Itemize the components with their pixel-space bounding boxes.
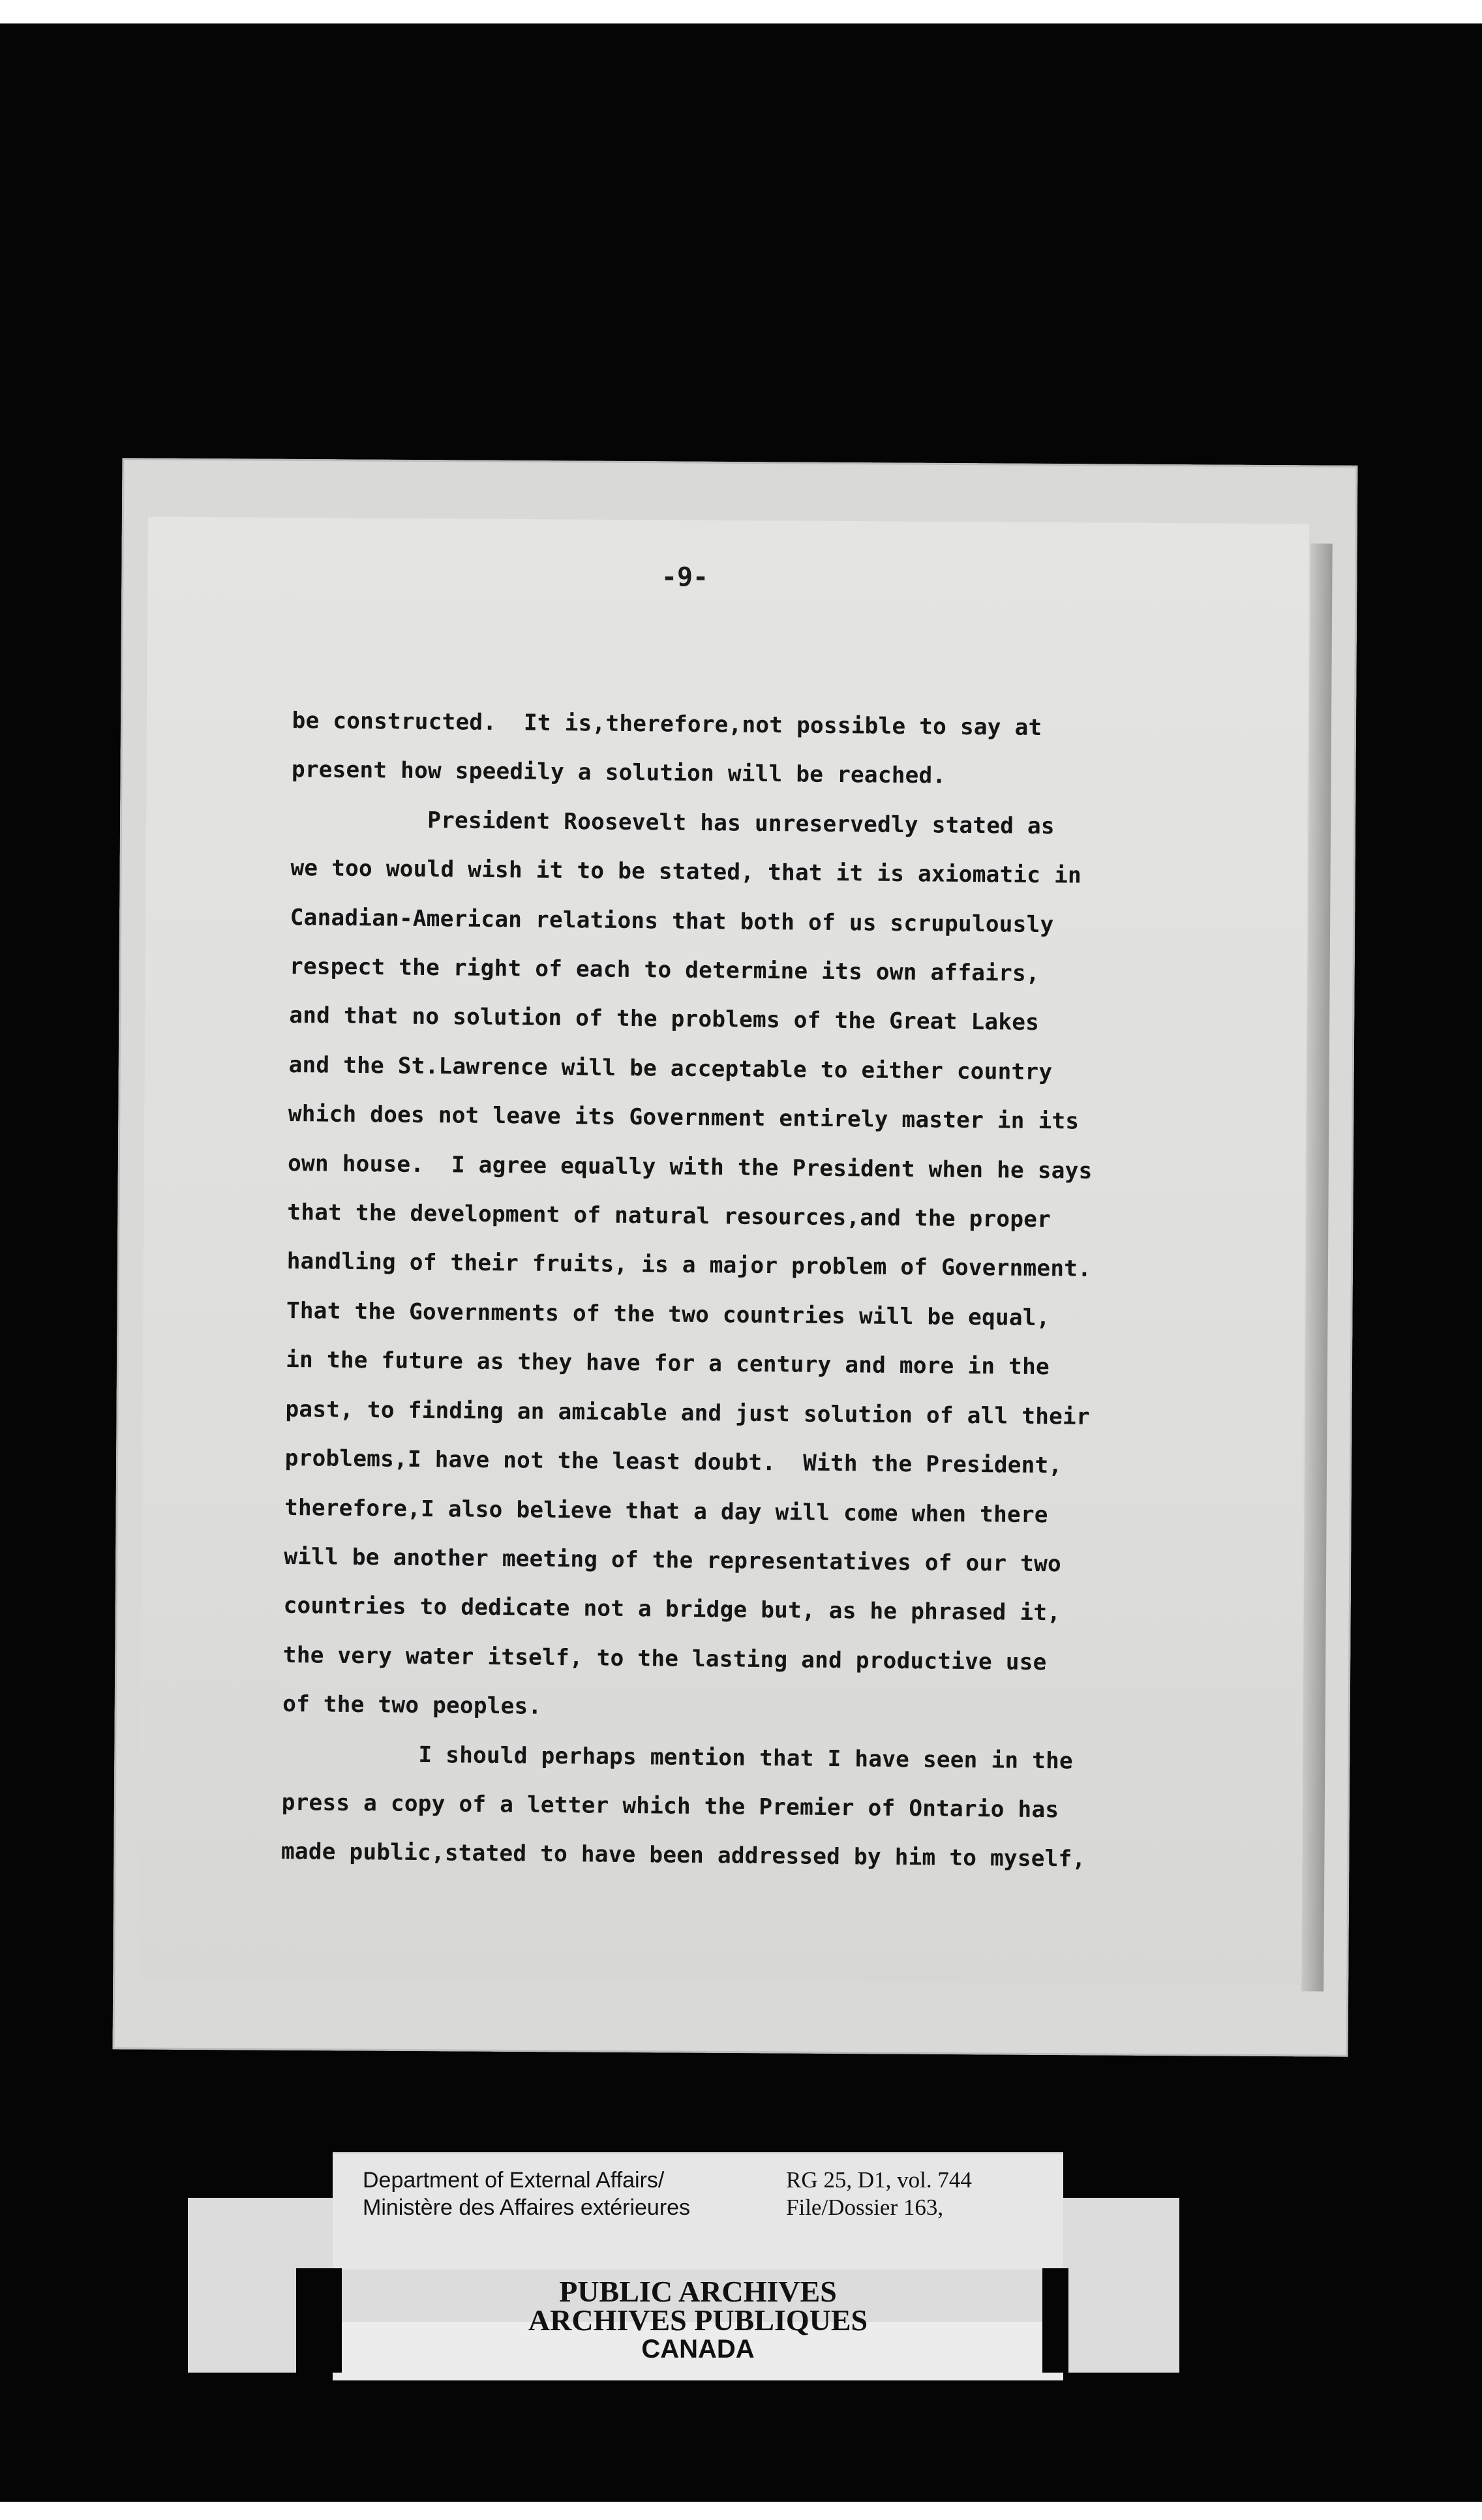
archive-country: CANADA [641, 2335, 755, 2363]
file-dossier-number: File/Dossier 163, [786, 2195, 944, 2220]
text-line: and that no solution of the problems of the Great Lakes [289, 1002, 1040, 1036]
text-line: present how speedily a solution will be reached. [291, 757, 946, 790]
record-group-reference: RG 25, D1, vol. 744 [786, 2167, 972, 2193]
archive-name [457, 2277, 939, 2363]
text-line: of the two peoples. [282, 1691, 542, 1720]
text-line: in the future as they have for a century and more in the [286, 1347, 1050, 1381]
text-line: will be another meeting of the representatives of our two [284, 1543, 1062, 1578]
department-french: Ministère des Affaires extérieures [363, 2195, 691, 2220]
text-line: handling of their fruits, is a major problem of Government. [286, 1248, 1092, 1283]
text-line: That the Governments of the two countries will be equal, [286, 1297, 1050, 1332]
text-line: that the development of natural resources,and the proper [287, 1199, 1051, 1233]
text-line: respect the right of each to determine its own affairs, [289, 953, 1040, 987]
text-line: and the St.Lawrence will be acceptable to either country [288, 1051, 1053, 1086]
archive-name-french: ARCHIVES PUBLIQUES [528, 2303, 868, 2337]
text-line: we too would wish it to be stated, that it is axiomatic in [290, 855, 1082, 889]
department-label [363, 2167, 690, 2221]
text-line: President Roosevelt has unreservedly stated as [291, 805, 1055, 840]
file-reference [786, 2167, 972, 2221]
text-line: the very water itself, to the lasting and productive use [282, 1642, 1047, 1675]
text-line: therefore,I also believe that a day will come when there [284, 1494, 1048, 1528]
text-line: which does not leave its Government entirely master in its [288, 1101, 1080, 1135]
stamp-notch-right [1042, 2268, 1068, 2373]
letter-body [281, 697, 1192, 1885]
archive-name-english: PUBLIC ARCHIVES [559, 2275, 837, 2308]
text-line: I should perhaps mention that I have seen in the [282, 1740, 1074, 1775]
text-line: own house. I agree equally with the President when he says [287, 1150, 1093, 1184]
page-number: -9- [661, 562, 709, 592]
text-line: Canadian-American relations that both of us scrupulously [290, 904, 1054, 938]
text-line: made public,stated to have been addressed by him to myself, [280, 1838, 1086, 1873]
text-line: press a copy of a letter which the Premier of Ontario has [281, 1789, 1059, 1823]
stamp-notch-left [296, 2268, 342, 2373]
text-line: countries to dedicate not a bridge but, as he phrased it, [283, 1593, 1061, 1627]
text-line: past, to finding an amicable and just solution of all their [285, 1396, 1091, 1430]
department-english: Department of External Affairs/ [363, 2168, 665, 2193]
text-line: problems,I have not the least doubt. With the President, [284, 1445, 1063, 1479]
text-line: be constructed. It is,therefore,not possible to say at [292, 707, 1042, 742]
